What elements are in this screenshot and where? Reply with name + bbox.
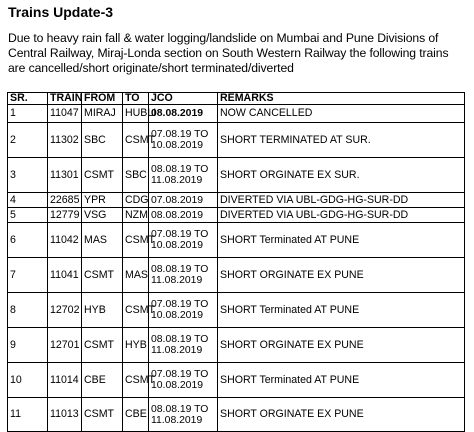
- page-title: Trains Update-3: [8, 4, 114, 20]
- jco-cell: [149, 208, 218, 223]
- to-station-cell: CBE: [123, 398, 149, 432]
- to-station-cell: HUBLI: [123, 105, 149, 123]
- to-station-cell: SBC: [123, 158, 149, 193]
- jco-line: 08.08.19 TO: [151, 334, 209, 345]
- to-station-cell: HYB: [123, 328, 149, 363]
- sr-cell: 8: [8, 293, 48, 328]
- jco-cell: [149, 105, 218, 123]
- from-station-cell: CSMT: [82, 398, 123, 432]
- jco-line: 08.08.19 TO: [151, 164, 209, 175]
- to-station-cell: NZM: [123, 208, 149, 223]
- jco-line: 07.08.19 TO: [151, 129, 209, 140]
- sr-cell: 1: [8, 105, 48, 123]
- jco-cell: [149, 398, 218, 432]
- header-from: FROM: [82, 93, 123, 105]
- sr-cell: 4: [8, 193, 48, 208]
- sr-cell: 6: [8, 223, 48, 258]
- jco-line: 10.08.2019: [151, 380, 204, 391]
- to-station-cell: CSMT: [123, 293, 149, 328]
- jco-line: 10.08.2019: [151, 310, 204, 321]
- train-number-cell: 11042: [48, 223, 82, 258]
- jco-cell: [149, 223, 218, 258]
- header-sr: SR.: [8, 93, 48, 105]
- table-row: [8, 105, 465, 123]
- jco-line: 07.08.19 TO: [151, 369, 209, 380]
- train-number-cell: 11041: [48, 258, 82, 293]
- train-number-cell: 12701: [48, 328, 82, 363]
- sr-cell: 3: [8, 158, 48, 193]
- trains-table: [7, 92, 465, 432]
- table-row: [8, 258, 465, 293]
- table-row: [8, 208, 465, 223]
- to-station-cell: CSMT: [123, 363, 149, 398]
- header-to: TO: [123, 93, 149, 105]
- sr-cell: 7: [8, 258, 48, 293]
- from-station-cell: VSG: [82, 208, 123, 223]
- table-row: [8, 328, 465, 363]
- remarks-cell: SHORT Terminated AT PUNE: [218, 223, 465, 258]
- jco-cell: [149, 258, 218, 293]
- sr-cell: 5: [8, 208, 48, 223]
- remarks-cell: NOW CANCELLED: [218, 105, 465, 123]
- train-number-cell: 12779: [48, 208, 82, 223]
- to-station-cell: CSMT: [123, 123, 149, 158]
- remarks-cell: SHORT ORGINATE EX PUNE: [218, 328, 465, 363]
- jco-line: 11.08.2019: [151, 175, 203, 186]
- jco-line: 07.08.19 TO: [151, 229, 209, 240]
- header-remarks: REMARKS: [218, 93, 465, 105]
- jco-cell: [149, 193, 218, 208]
- from-station-cell: CSMT: [82, 158, 123, 193]
- table-row: [8, 398, 465, 432]
- jco-cell: [149, 363, 218, 398]
- sr-cell: 11: [8, 398, 48, 432]
- from-station-cell: SBC: [82, 123, 123, 158]
- jco-line: 11.08.2019: [151, 275, 203, 286]
- jco-cell: [149, 293, 218, 328]
- train-number-cell: 11014: [48, 363, 82, 398]
- from-station-cell: CSMT: [82, 258, 123, 293]
- jco-line: 08.08.19 TO: [151, 264, 209, 275]
- jco-line: 08.08.19 TO: [151, 403, 209, 415]
- table-row: [8, 363, 465, 398]
- table-header-row: [8, 93, 465, 105]
- table-row: [8, 158, 465, 193]
- from-station-cell: MAS: [82, 223, 123, 258]
- jco-cell: [149, 123, 218, 158]
- remarks-cell: SHORT TERMINATED AT SUR.: [218, 123, 465, 158]
- from-station-cell: YPR: [82, 193, 123, 208]
- remarks-cell: SHORT ORGINATE EX PUNE: [218, 398, 465, 432]
- remarks-cell: DIVERTED VIA UBL-GDG-HG-SUR-DD: [218, 193, 465, 208]
- intro-paragraph: Due to heavy rain fall & water logging/landslide on Mumbai and Pune Divisions of Central Railway, Miraj-Londa section on South Western Railway the following trains are cancelled/short originate/short terminated/diverted: [8, 31, 449, 75]
- remarks-cell: SHORT Terminated AT PUNE: [218, 293, 465, 328]
- sr-cell: 2: [8, 123, 48, 158]
- jco-line: 11.08.2019: [151, 345, 203, 356]
- table-row: [8, 193, 465, 208]
- jco-line: 11.08.2019: [151, 414, 203, 426]
- jco-cell: [149, 158, 218, 193]
- remarks-cell: SHORT Terminated AT PUNE: [218, 363, 465, 398]
- remarks-cell: SHORT ORGINATE EX PUNE: [218, 258, 465, 293]
- jco-cell: [149, 328, 218, 363]
- jco-line: 07.08.2019: [151, 194, 204, 206]
- to-station-cell: CSMT: [123, 223, 149, 258]
- jco-line: 08.08.2019: [151, 108, 204, 119]
- from-station-cell: HYB: [82, 293, 123, 328]
- from-station-cell: MIRAJ: [82, 105, 123, 123]
- jco-line: 10.08.2019: [151, 140, 204, 151]
- train-number-cell: 11047: [48, 105, 82, 123]
- sr-cell: 9: [8, 328, 48, 363]
- sr-cell: 10: [8, 363, 48, 398]
- to-station-cell: MAS: [123, 258, 149, 293]
- jco-line: 10.08.2019: [151, 240, 204, 251]
- train-number-cell: 11301: [48, 158, 82, 193]
- from-station-cell: CBE: [82, 363, 123, 398]
- train-number-cell: 11013: [48, 398, 82, 432]
- table-row: [8, 223, 465, 258]
- header-jco: JCO: [149, 93, 218, 105]
- table-row: [8, 293, 465, 328]
- train-number-cell: 12702: [48, 293, 82, 328]
- remarks-cell: DIVERTED VIA UBL-GDG-HG-SUR-DD: [218, 208, 465, 223]
- jco-line: 07.08.19 TO: [151, 299, 209, 310]
- to-station-cell: CDG: [123, 193, 149, 208]
- train-number-cell: 22685: [48, 193, 82, 208]
- from-station-cell: CSMT: [82, 328, 123, 363]
- remarks-cell: SHORT ORGINATE EX SUR.: [218, 158, 465, 193]
- jco-line: 08.08.2019: [151, 209, 204, 221]
- header-train: TRAIN: [48, 93, 82, 105]
- train-number-cell: 11302: [48, 123, 82, 158]
- table-row: [8, 123, 465, 158]
